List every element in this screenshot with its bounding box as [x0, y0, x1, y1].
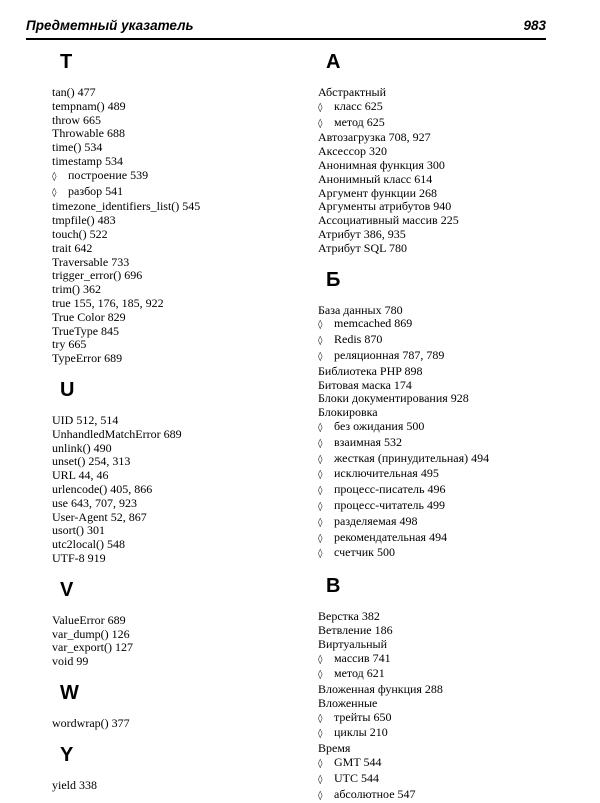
- entry-text: utc2local() 548: [52, 537, 125, 552]
- entry-text: Верстка 382: [318, 609, 380, 624]
- diamond-outline-icon: ◊: [318, 486, 323, 497]
- entry-text: unset() 254, 313: [52, 454, 131, 469]
- entry-text: UnhandledMatchError 689: [52, 426, 182, 441]
- index-entry: [318, 406, 578, 420]
- index-entry: [52, 155, 302, 169]
- index-entry: [52, 628, 302, 642]
- entry-text: UTC 544: [334, 770, 379, 785]
- section-letter: T: [60, 51, 73, 73]
- index-entry: [52, 717, 302, 731]
- index-entry: [318, 86, 578, 100]
- index-entry: [52, 228, 302, 242]
- index-subentry: [318, 711, 578, 727]
- index-subentry: [318, 756, 578, 772]
- entry-text: yield 338: [52, 777, 97, 792]
- entry-text: разбор 541: [68, 183, 124, 198]
- index-subentry: [52, 169, 302, 185]
- index-entries: [318, 304, 578, 563]
- diamond-outline-icon: ◊: [318, 454, 323, 465]
- index-subentry: [318, 772, 578, 788]
- index-entry: [52, 283, 302, 297]
- index-entry: [318, 392, 578, 406]
- index-entry: [318, 379, 578, 393]
- index-entry: [52, 352, 302, 366]
- index-entries: [318, 610, 578, 803]
- entry-text: UID 512, 514: [52, 412, 119, 427]
- entry-text: Анонимная функция 300: [318, 157, 445, 172]
- entry-text: счетчик 500: [334, 545, 395, 560]
- entry-text: разделяемая 498: [334, 513, 418, 528]
- index-subentry: [318, 667, 578, 683]
- index-entry: [52, 497, 302, 511]
- index-subentry: [318, 100, 578, 116]
- index-entry: [52, 538, 302, 552]
- entry-text: процесс-писатель 496: [334, 482, 446, 497]
- entry-text: User-Agent 52, 867: [52, 509, 147, 524]
- entry-text: var_dump() 126: [52, 626, 130, 641]
- entry-text: трейты 650: [334, 709, 392, 724]
- index-entry: [52, 552, 302, 566]
- index-entry: [318, 624, 578, 638]
- entry-text: UTF-8 919: [52, 550, 106, 565]
- index-entry: [52, 524, 302, 538]
- diamond-outline-icon: ◊: [318, 533, 323, 544]
- entry-text: Аксессор 320: [318, 144, 387, 159]
- diamond-outline-icon: ◊: [318, 501, 323, 512]
- index-subentry: [318, 531, 578, 547]
- entry-text: класс 625: [334, 98, 383, 113]
- entry-text: true 155, 176, 185, 922: [52, 295, 164, 310]
- diamond-outline-icon: ◊: [52, 187, 57, 198]
- index-column-left: [52, 50, 302, 792]
- index-entry: [318, 610, 578, 624]
- entry-text: usort() 301: [52, 523, 105, 538]
- entry-text: try 665: [52, 337, 87, 352]
- entry-text: Блоки документирования 928: [318, 391, 469, 406]
- page-number: 983: [523, 18, 546, 33]
- index-subentry: [318, 436, 578, 452]
- section-letter: В: [326, 575, 341, 598]
- entry-text: throw 665: [52, 112, 101, 127]
- entry-text: unlink() 490: [52, 440, 112, 455]
- index-entries: [52, 414, 302, 566]
- diamond-outline-icon: ◊: [318, 438, 323, 449]
- index-subentry: [318, 652, 578, 668]
- entry-text: Ассоциативный массив 225: [318, 213, 459, 228]
- entry-text: построение 539: [68, 167, 149, 182]
- index-entry: [52, 511, 302, 525]
- index-entries: [52, 779, 302, 793]
- index-subentry: [318, 452, 578, 468]
- index-entry: [52, 141, 302, 155]
- section-gap: [52, 366, 302, 378]
- diamond-outline-icon: ◊: [318, 774, 323, 785]
- entry-text: циклы 210: [334, 725, 388, 740]
- index-subentry: [318, 499, 578, 515]
- index-entries: [52, 614, 302, 669]
- section-letter: Б: [326, 268, 341, 291]
- index-subentry: [318, 788, 578, 803]
- index-subentry: [318, 420, 578, 436]
- index-entry: [318, 742, 578, 756]
- diamond-outline-icon: ◊: [318, 729, 323, 740]
- entry-text: urlencode() 405, 866: [52, 481, 153, 496]
- entry-text: memcached 869: [334, 316, 413, 331]
- index-entry: [318, 242, 578, 256]
- entry-text: ValueError 689: [52, 612, 126, 627]
- entry-text: Битовая маска 174: [318, 377, 412, 392]
- entry-text: реляционная 787, 789: [334, 347, 445, 362]
- entry-text: var_export() 127: [52, 640, 133, 655]
- index-entry: [318, 131, 578, 145]
- index-entry: [52, 256, 302, 270]
- running-header: [26, 18, 546, 40]
- index-entry: [318, 200, 578, 214]
- index-entry: [318, 159, 578, 173]
- diamond-outline-icon: ◊: [318, 759, 323, 770]
- entry-text: База данных 780: [318, 302, 403, 317]
- index-subentry: [318, 467, 578, 483]
- diamond-outline-icon: ◊: [52, 171, 57, 182]
- section-letter: W: [60, 681, 79, 704]
- diamond-outline-icon: ◊: [318, 549, 323, 560]
- diamond-outline-icon: ◊: [318, 102, 323, 113]
- index-entry: [318, 145, 578, 159]
- diamond-outline-icon: ◊: [318, 320, 323, 331]
- entry-text: Атрибут SQL 780: [318, 240, 407, 255]
- index-entry: [318, 638, 578, 652]
- index-entry: [318, 173, 578, 187]
- index-subentry: [318, 317, 578, 333]
- index-entry: [318, 365, 578, 379]
- entry-text: жесткая (принудительная) 494: [334, 450, 490, 465]
- diamond-outline-icon: ◊: [318, 517, 323, 528]
- index-subentry: [318, 546, 578, 562]
- index-entry: [318, 228, 578, 242]
- section-letter: Y: [60, 743, 74, 766]
- diamond-outline-icon: ◊: [318, 654, 323, 665]
- index-subentry: [318, 726, 578, 742]
- entry-text: Анонимный класс 614: [318, 171, 433, 186]
- entry-text: Библиотека PHP 898: [318, 363, 423, 378]
- index-entry: [52, 338, 302, 352]
- entry-text: Вложенные: [318, 695, 378, 710]
- index-entry: [318, 187, 578, 201]
- index-section: [318, 50, 578, 268]
- entry-text: Атрибут 386, 935: [318, 226, 406, 241]
- index-entry: [52, 242, 302, 256]
- diamond-outline-icon: ◊: [318, 670, 323, 681]
- diamond-outline-icon: ◊: [318, 118, 323, 129]
- entry-text: wordwrap() 377: [52, 715, 130, 730]
- index-entry: [318, 214, 578, 228]
- entry-text: trim() 362: [52, 282, 101, 297]
- index-entry: [52, 114, 302, 128]
- entry-text: void 99: [52, 654, 89, 669]
- section-gap: [52, 731, 302, 743]
- section-letter: U: [60, 378, 75, 401]
- entry-text: абсолютное 547: [334, 786, 416, 801]
- index-section: [52, 743, 302, 793]
- entry-text: GMT 544: [334, 755, 382, 770]
- index-section: [318, 268, 578, 575]
- index-entry: [318, 304, 578, 318]
- entry-text: Ветвление 186: [318, 622, 393, 637]
- entry-text: Вложенная функция 288: [318, 682, 443, 697]
- index-entry: [52, 483, 302, 497]
- index-entries: [52, 86, 302, 366]
- entry-text: метод 621: [334, 666, 385, 681]
- entry-text: TrueType 845: [52, 323, 120, 338]
- index-entry: [52, 100, 302, 114]
- entry-text: взаимная 532: [334, 434, 403, 449]
- entry-text: Аргумент функции 268: [318, 185, 438, 200]
- index-subentry: [318, 483, 578, 499]
- index-entry: [52, 311, 302, 325]
- diamond-outline-icon: ◊: [318, 713, 323, 724]
- index-entry: [52, 455, 302, 469]
- index-entry: [52, 614, 302, 628]
- entry-text: touch() 522: [52, 226, 108, 241]
- index-section: [52, 681, 302, 743]
- index-entry: [52, 655, 302, 669]
- entry-text: Redis 870: [334, 332, 383, 347]
- entry-text: TypeError 689: [52, 351, 123, 366]
- index-section: [52, 50, 302, 378]
- entry-text: Блокировка: [318, 405, 378, 420]
- entry-text: True Color 829: [52, 309, 126, 324]
- entry-text: timezone_identifiers_list() 545: [52, 199, 201, 214]
- index-entry: [52, 214, 302, 228]
- index-entry: [318, 697, 578, 711]
- entry-text: Виртуальный: [318, 636, 387, 651]
- entry-text: trait 642: [52, 240, 93, 255]
- index-entry: [52, 127, 302, 141]
- entry-text: Throwable 688: [52, 126, 125, 141]
- index-entry: [52, 325, 302, 339]
- index-entry: [52, 86, 302, 100]
- section-gap: [318, 562, 578, 574]
- diamond-outline-icon: ◊: [318, 422, 323, 433]
- diamond-outline-icon: ◊: [318, 470, 323, 481]
- index-entry: [52, 200, 302, 214]
- index-entry: [318, 683, 578, 697]
- index-column-right: [318, 50, 578, 803]
- diamond-outline-icon: ◊: [318, 790, 323, 801]
- index-entries: [52, 717, 302, 731]
- entry-text: рекомендательная 494: [334, 529, 448, 544]
- entry-text: tempnam() 489: [52, 98, 126, 113]
- entry-text: Время: [318, 741, 351, 756]
- index-subentry: [52, 185, 302, 201]
- index-section: [318, 574, 578, 803]
- entry-text: без ожидания 500: [334, 418, 425, 433]
- index-section: [52, 378, 302, 578]
- index-entry: [52, 442, 302, 456]
- entry-text: trigger_error() 696: [52, 268, 143, 283]
- section-letter: V: [60, 578, 74, 601]
- index-entry: [52, 779, 302, 793]
- entry-text: Автозагрузка 708, 927: [318, 130, 431, 145]
- running-title: Предметный указатель: [26, 18, 194, 33]
- section-gap: [52, 566, 302, 578]
- index-entry: [52, 269, 302, 283]
- entry-text: Абстрактный: [318, 85, 387, 99]
- index-section: [52, 578, 302, 681]
- index-subentry: [318, 116, 578, 132]
- entry-text: процесс-читатель 499: [334, 497, 446, 512]
- diamond-outline-icon: ◊: [318, 336, 323, 347]
- entry-text: use 643, 707, 923: [52, 495, 137, 510]
- entry-text: Traversable 733: [52, 254, 130, 269]
- entry-text: Аргументы атрибутов 940: [318, 199, 452, 214]
- entry-text: time() 534: [52, 140, 103, 155]
- diamond-outline-icon: ◊: [318, 351, 323, 362]
- index-entry: [52, 641, 302, 655]
- section-gap: [318, 256, 578, 268]
- index-entry: [52, 297, 302, 311]
- entry-text: URL 44, 46: [52, 468, 109, 483]
- index-subentry: [318, 349, 578, 365]
- entry-text: tan() 477: [52, 85, 96, 99]
- entry-text: tmpfile() 483: [52, 213, 116, 228]
- section-gap: [52, 669, 302, 681]
- entry-text: массив 741: [334, 650, 391, 665]
- index-subentry: [318, 515, 578, 531]
- entry-text: timestamp 534: [52, 153, 123, 168]
- entry-text: исключительная 495: [334, 466, 439, 481]
- index-entry: [52, 414, 302, 428]
- index-subentry: [318, 333, 578, 349]
- index-entries: [318, 86, 578, 256]
- entry-text: метод 625: [334, 114, 385, 129]
- section-letter: А: [326, 51, 341, 73]
- index-entry: [52, 469, 302, 483]
- index-entry: [52, 428, 302, 442]
